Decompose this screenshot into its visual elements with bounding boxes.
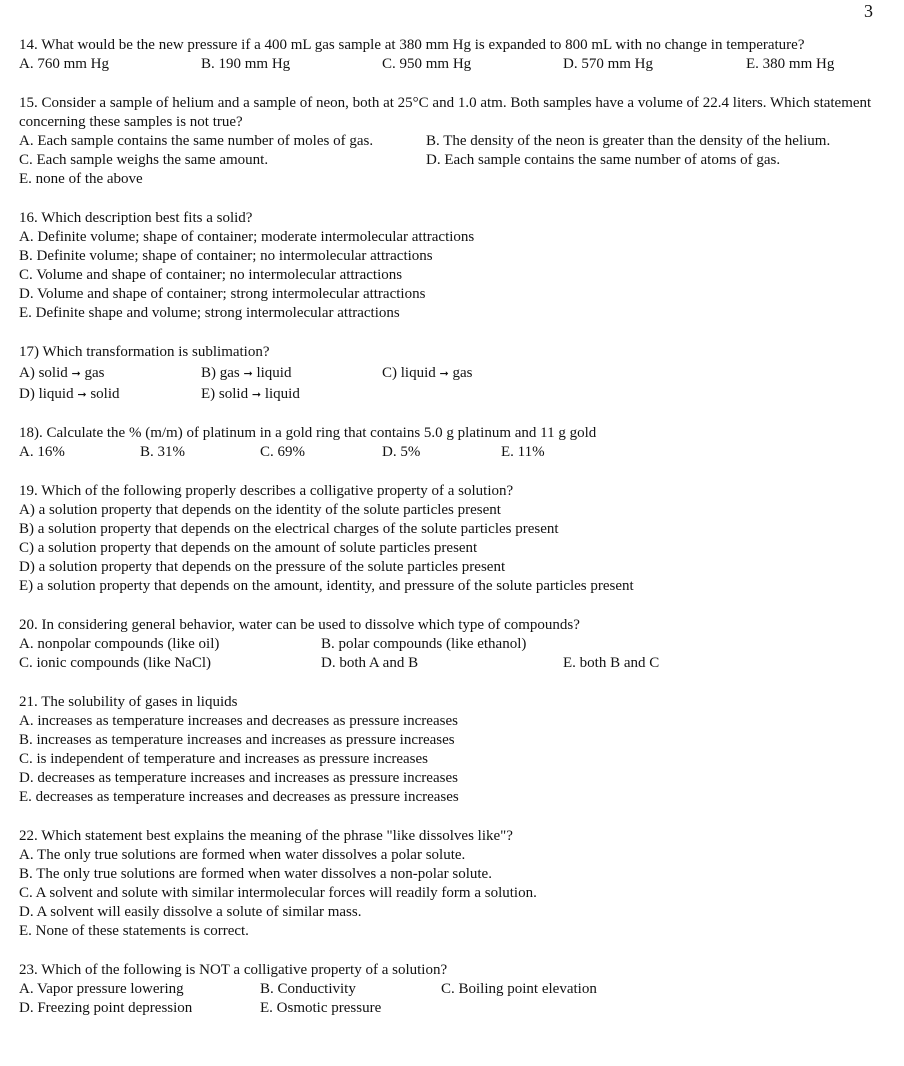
option-d: D. 570 mm Hg [563, 56, 653, 72]
question-19-text: 19. Which of the following properly describes a colligative property of a solution? [19, 483, 514, 499]
exam-content [19, 36, 889, 1038]
option-e-from: E) solid [201, 386, 249, 402]
option-b: B. The density of the neon is greater than the density of the helium. [426, 133, 831, 149]
page-number: 3 [864, 1, 873, 21]
option-b: B. Definite volume; shape of container; no intermolecular attractions [19, 248, 433, 264]
option-c: C. ionic compounds (like NaCl) [19, 655, 212, 671]
option-b: B. 31% [140, 444, 185, 460]
question-20 [19, 616, 889, 673]
option-e: E. none of the above [19, 171, 143, 187]
option-e: E. Definite shape and volume; strong intermolecular attractions [19, 305, 400, 321]
question-23-row-1 [19, 980, 889, 999]
question-14-text: 14. What would be the new pressure if a 400 mL gas sample at 380 mm Hg is expanded to 800 mL with no change in temperature? [19, 37, 805, 53]
question-19 [19, 482, 889, 596]
arrow-icon: ➞ [439, 367, 449, 380]
question-17-text: 17) Which transformation is sublimation? [19, 344, 270, 360]
arrow-icon: ➞ [243, 367, 253, 380]
question-15-row-2 [19, 151, 889, 170]
option-c: C. is independent of temperature and increases as pressure increases [19, 751, 429, 767]
option-d: D. Each sample contains the same number of atoms of gas. [426, 152, 781, 168]
option-e: E. decreases as temperature increases and decreases as pressure increases [19, 789, 459, 805]
option-d: D. decreases as temperature increases and increases as pressure increases [19, 770, 458, 786]
question-20-row-1 [19, 635, 889, 654]
option-a-from: A) solid [19, 365, 68, 381]
question-15-row-1 [19, 132, 889, 151]
option-c-to: gas [452, 365, 473, 381]
question-22 [19, 827, 889, 941]
option-b: B) a solution property that depends on the electrical charges of the solute particles present [19, 521, 559, 537]
option-d-from: D) liquid [19, 386, 74, 402]
option-d: D. A solvent will easily dissolve a solute of similar mass. [19, 904, 362, 920]
option-c: C. Volume and shape of container; no intermolecular attractions [19, 267, 403, 283]
option-e: E. None of these statements is correct. [19, 923, 249, 939]
question-20-row-2 [19, 654, 889, 673]
option-d [19, 385, 201, 404]
option-b: B. Conductivity [260, 981, 356, 997]
arrow-icon: ➞ [71, 367, 81, 380]
option-c: C. 69% [260, 444, 305, 460]
option-e: E. Osmotic pressure [260, 1000, 382, 1016]
question-15-text: 15. Consider a sample of helium and a sample of neon, both at 25°C and 1.0 atm. Both samples have a volume of 22.4 liters. Which statement concerning these samples is not true? [19, 95, 872, 130]
question-17-row-2 [19, 385, 889, 404]
option-a: A. increases as temperature increases and decreases as pressure increases [19, 713, 458, 729]
option-a: A. 760 mm Hg [19, 56, 109, 72]
option-a: A. 16% [19, 444, 65, 460]
option-c: C) a solution property that depends on the amount of solute particles present [19, 540, 478, 556]
option-b: B. 190 mm Hg [201, 56, 291, 72]
question-21 [19, 693, 889, 807]
question-18-options [19, 443, 889, 462]
option-b-to: liquid [256, 365, 292, 381]
question-16-text: 16. Which description best fits a solid? [19, 210, 253, 226]
question-20-text: 20. In considering general behavior, water can be used to dissolve which type of compounds? [19, 617, 580, 633]
question-14 [19, 36, 889, 74]
option-c: C. Each sample weighs the same amount. [19, 152, 269, 168]
question-23-text: 23. Which of the following is NOT a colligative property of a solution? [19, 962, 448, 978]
question-17 [19, 343, 889, 404]
option-c: C. 950 mm Hg [382, 56, 472, 72]
option-e: E. 380 mm Hg [746, 56, 835, 72]
option-e-to: liquid [264, 386, 300, 402]
question-23-row-2 [19, 999, 889, 1018]
question-17-row-1 [19, 364, 889, 383]
option-d: D. both A and B [321, 655, 419, 671]
option-d: D. Freezing point depression [19, 1000, 193, 1016]
option-d: D. 5% [382, 444, 421, 460]
option-a: A. nonpolar compounds (like oil) [19, 636, 220, 652]
option-b: B. increases as temperature increases and increases as pressure increases [19, 732, 455, 748]
option-e: E. 11% [501, 444, 545, 460]
question-14-options [19, 55, 889, 74]
option-d-to: solid [90, 386, 120, 402]
option-a: A. The only true solutions are formed when water dissolves a polar solute. [19, 847, 466, 863]
option-e: E) a solution property that depends on the amount, identity, and pressure of the solute particles present [19, 578, 634, 594]
option-c [382, 364, 472, 383]
option-b [201, 364, 382, 383]
question-18 [19, 424, 889, 462]
option-c-from: C) liquid [382, 365, 436, 381]
question-16 [19, 209, 889, 323]
question-22-text: 22. Which statement best explains the meaning of the phrase "like dissolves like"? [19, 828, 513, 844]
option-a: A. Vapor pressure lowering [19, 981, 184, 997]
option-a [19, 364, 201, 383]
option-a: A. Definite volume; shape of container; moderate intermolecular attractions [19, 229, 475, 245]
option-b-from: B) gas [201, 365, 240, 381]
option-e: E. both B and C [563, 655, 660, 671]
option-a-to: gas [84, 365, 105, 381]
option-b: B. The only true solutions are formed when water dissolves a non-polar solute. [19, 866, 492, 882]
question-23 [19, 961, 889, 1018]
question-18-text: 18). Calculate the % (m/m) of platinum in a gold ring that contains 5.0 g platinum and 11 g gold [19, 425, 597, 441]
option-c: C. A solvent and solute with similar intermolecular forces will readily form a solution. [19, 885, 537, 901]
option-a: A) a solution property that depends on the identity of the solute particles present [19, 502, 501, 518]
arrow-icon: ➞ [77, 388, 87, 401]
question-21-text: 21. The solubility of gases in liquids [19, 694, 238, 710]
option-b: B. polar compounds (like ethanol) [321, 636, 527, 652]
arrow-icon: ➞ [251, 388, 262, 401]
option-d: D) a solution property that depends on the pressure of the solute particles present [19, 559, 506, 575]
question-15 [19, 94, 889, 189]
option-c: C. Boiling point elevation [441, 981, 597, 997]
option-d: D. Volume and shape of container; strong intermolecular attractions [19, 286, 426, 302]
option-e [201, 385, 300, 404]
option-a: A. Each sample contains the same number of moles of gas. [19, 133, 374, 149]
